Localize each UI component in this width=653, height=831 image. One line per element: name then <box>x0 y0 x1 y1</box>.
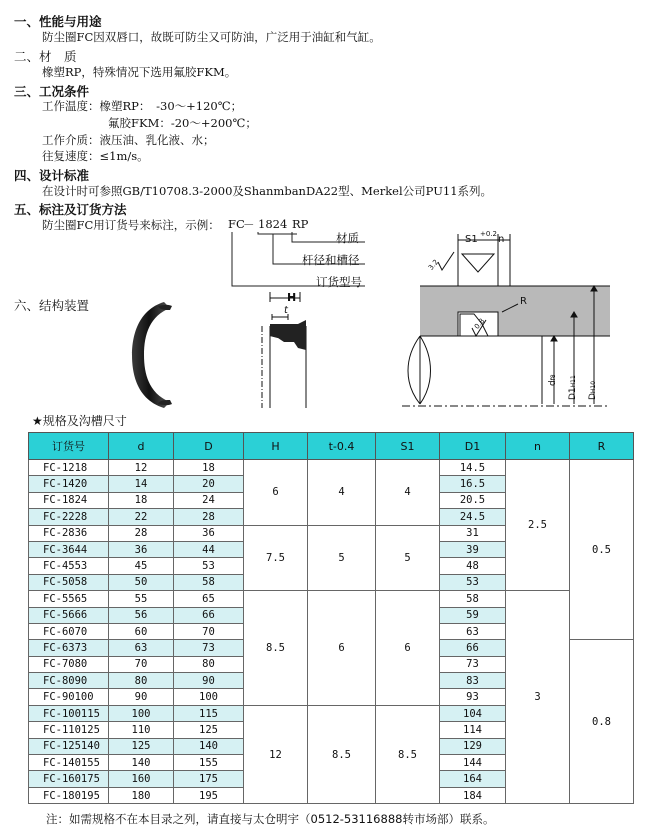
dim-s1-tolerance: +0.2 <box>480 230 497 238</box>
finish-mark-2: 0.8 <box>472 317 487 331</box>
footnote: 注：如需规格不在本目录之列，请直接与太仓明宇（0512-53116888转市场部）联系。 <box>46 812 495 826</box>
dim-r-label: R <box>520 296 527 307</box>
cell-order-no: FC-2836 <box>29 525 109 541</box>
cell-order-no: FC-5058 <box>29 574 109 590</box>
cell-D: 195 <box>174 787 244 803</box>
cell-D1: 164 <box>440 771 506 787</box>
cell-d: 160 <box>109 771 174 787</box>
cell-order-no: FC-125140 <box>29 738 109 754</box>
order-code-dash: － <box>243 218 255 232</box>
cell-d: 63 <box>109 640 174 656</box>
finish-mark-1: 3.2 <box>426 258 441 272</box>
cell-d: 50 <box>109 574 174 590</box>
col-header-order-no: 订货号 <box>29 433 109 460</box>
cell-t: 8.5 <box>308 705 376 803</box>
cell-D1: 20.5 <box>440 492 506 508</box>
cell-R: 0.5 <box>570 460 634 640</box>
cell-H: 12 <box>244 705 308 803</box>
cell-D1: 144 <box>440 755 506 771</box>
cell-d: 28 <box>109 525 174 541</box>
cell-d: 110 <box>109 722 174 738</box>
cell-n: 3 <box>506 591 570 804</box>
cell-d: 140 <box>109 755 174 771</box>
spec-table <box>28 432 634 804</box>
cell-d: 55 <box>109 591 174 607</box>
order-code-size: 1824 <box>258 217 288 231</box>
cell-D: 90 <box>174 673 244 689</box>
col-header-H: H <box>244 433 308 460</box>
cell-D: 58 <box>174 574 244 590</box>
cell-D1: 53 <box>440 574 506 590</box>
cell-D: 175 <box>174 771 244 787</box>
cell-order-no: FC-3644 <box>29 541 109 557</box>
order-code-prefix: FC <box>228 217 245 231</box>
cell-D1: 59 <box>440 607 506 623</box>
cell-d: 70 <box>109 656 174 672</box>
section-title-standard: 四、设计标准 <box>14 168 90 183</box>
dim-s1-label: S1 <box>465 234 478 245</box>
section-title-ordering: 五、标注及订货方法 <box>14 202 127 217</box>
cell-order-no: FC-110125 <box>29 722 109 738</box>
table-header-row <box>29 433 634 460</box>
table-row <box>29 591 634 607</box>
cell-order-no: FC-8090 <box>29 673 109 689</box>
cell-d: 80 <box>109 673 174 689</box>
cell-order-no: FC-7080 <box>29 656 109 672</box>
cell-S1: 5 <box>376 525 440 591</box>
spec-table-body <box>29 460 634 804</box>
cell-d: 125 <box>109 738 174 754</box>
cell-H: 8.5 <box>244 591 308 706</box>
cell-D: 125 <box>174 722 244 738</box>
cell-D1: 31 <box>440 525 506 541</box>
col-header-t: t-0.4 <box>308 433 376 460</box>
cell-order-no: FC-5666 <box>29 607 109 623</box>
cell-H: 6 <box>244 460 308 526</box>
cell-order-no: FC-160175 <box>29 771 109 787</box>
cell-order-no: FC-6373 <box>29 640 109 656</box>
table-row <box>29 460 634 476</box>
usage-text: 防尘圈FC因双唇口，故既可防尘又可防油，广泛用于油缸和气缸。 <box>42 30 381 44</box>
cell-H: 7.5 <box>244 525 308 591</box>
cell-order-no: FC-1420 <box>29 476 109 492</box>
cell-n: 2.5 <box>506 460 570 591</box>
cell-D: 70 <box>174 623 244 639</box>
cell-order-no: FC-5565 <box>29 591 109 607</box>
cell-D: 18 <box>174 460 244 476</box>
col-header-d: d <box>109 433 174 460</box>
cell-D1: 24.5 <box>440 509 506 525</box>
cell-D: 73 <box>174 640 244 656</box>
cell-d: 180 <box>109 787 174 803</box>
dim-d1-label: D1H11 <box>568 375 578 400</box>
cell-D1: 48 <box>440 558 506 574</box>
label-model: 订货型号 <box>316 275 362 289</box>
cell-D: 100 <box>174 689 244 705</box>
cell-d: 100 <box>109 705 174 721</box>
cell-d: 60 <box>109 623 174 639</box>
cell-S1: 4 <box>376 460 440 526</box>
condition-temp-rp: 工作温度：橡塑RP： -30～+120℃； <box>42 99 243 113</box>
cell-d: 12 <box>109 460 174 476</box>
cell-D: 44 <box>174 541 244 557</box>
cell-t: 5 <box>308 525 376 591</box>
condition-medium: 工作介质：液压油、乳化液、水； <box>42 133 215 147</box>
cell-R: 0.8 <box>570 640 634 804</box>
cell-D: 20 <box>174 476 244 492</box>
standard-text: 在设计时可参照GB/T10708.3-2000及ShanmbanDA22型、Merkel公司PU11系列。 <box>42 184 493 198</box>
cell-t: 6 <box>308 591 376 706</box>
cell-d: 36 <box>109 541 174 557</box>
cell-D: 66 <box>174 607 244 623</box>
cell-D1: 66 <box>440 640 506 656</box>
cell-order-no: FC-140155 <box>29 755 109 771</box>
cell-S1: 8.5 <box>376 705 440 803</box>
section-title-conditions: 三、工况条件 <box>14 84 90 99</box>
cell-order-no: FC-1218 <box>29 460 109 476</box>
col-header-R: R <box>570 433 634 460</box>
section-title-structure: 六、结构装置 <box>14 298 90 313</box>
cell-D1: 63 <box>440 623 506 639</box>
dim-t-label: t <box>284 305 288 316</box>
cell-D1: 73 <box>440 656 506 672</box>
cell-S1: 6 <box>376 591 440 706</box>
cell-order-no: FC-4553 <box>29 558 109 574</box>
cell-d: 22 <box>109 509 174 525</box>
cell-order-no: FC-100115 <box>29 705 109 721</box>
cell-order-no: FC-2228 <box>29 509 109 525</box>
col-header-D1: D1 <box>440 433 506 460</box>
cell-t: 4 <box>308 460 376 526</box>
dim-n-label: n <box>498 234 505 245</box>
material-text: 橡塑RP，特殊情况下选用氟胶FKM。 <box>42 65 237 79</box>
dim-h-label: H <box>287 291 297 304</box>
cell-d: 90 <box>109 689 174 705</box>
cell-d: 14 <box>109 476 174 492</box>
cell-D1: 39 <box>440 541 506 557</box>
section-title-usage: 一、性能与用途 <box>14 14 102 29</box>
section-title-material: 二、材 质 <box>14 49 77 64</box>
star-icon: ★ <box>32 414 43 428</box>
cell-D: 65 <box>174 591 244 607</box>
cell-D: 28 <box>174 509 244 525</box>
cell-D1: 129 <box>440 738 506 754</box>
cell-D: 24 <box>174 492 244 508</box>
dim-d-label: df8 <box>548 374 558 386</box>
wiper-seal-image <box>128 296 176 414</box>
cell-order-no: FC-90100 <box>29 689 109 705</box>
groove-diagram <box>402 228 612 414</box>
cell-D1: 58 <box>440 591 506 607</box>
cell-D: 53 <box>174 558 244 574</box>
cell-D: 36 <box>174 525 244 541</box>
cell-D: 140 <box>174 738 244 754</box>
cell-d: 56 <box>109 607 174 623</box>
col-header-D: D <box>174 433 244 460</box>
cell-D: 115 <box>174 705 244 721</box>
label-material: 材质 <box>336 231 359 245</box>
cell-d: 45 <box>109 558 174 574</box>
condition-temp-fkm: 氟胶FKM：-20～+200℃； <box>108 116 257 130</box>
dim-dd-label: DH10 <box>588 380 598 400</box>
cell-D1: 104 <box>440 705 506 721</box>
cell-order-no: FC-180195 <box>29 787 109 803</box>
table-heading: ★规格及沟槽尺寸 <box>32 414 127 428</box>
cell-D1: 114 <box>440 722 506 738</box>
cell-order-no: FC-6070 <box>29 623 109 639</box>
cell-d: 18 <box>109 492 174 508</box>
cell-D1: 184 <box>440 787 506 803</box>
label-size: 杆径和槽径 <box>302 253 360 267</box>
col-header-n: n <box>506 433 570 460</box>
cell-D1: 14.5 <box>440 460 506 476</box>
order-code-material: RP <box>292 217 309 231</box>
cell-order-no: FC-1824 <box>29 492 109 508</box>
col-header-S1: S1 <box>376 433 440 460</box>
seal-section-diagram <box>258 290 318 412</box>
cell-D: 80 <box>174 656 244 672</box>
cell-D1: 83 <box>440 673 506 689</box>
condition-speed: 往复速度：≤1m/s。 <box>42 149 149 163</box>
cell-D: 155 <box>174 755 244 771</box>
ordering-text: 防尘圈FC用订货号来标注，示例： <box>42 218 220 232</box>
cell-D1: 93 <box>440 689 506 705</box>
cell-D1: 16.5 <box>440 476 506 492</box>
